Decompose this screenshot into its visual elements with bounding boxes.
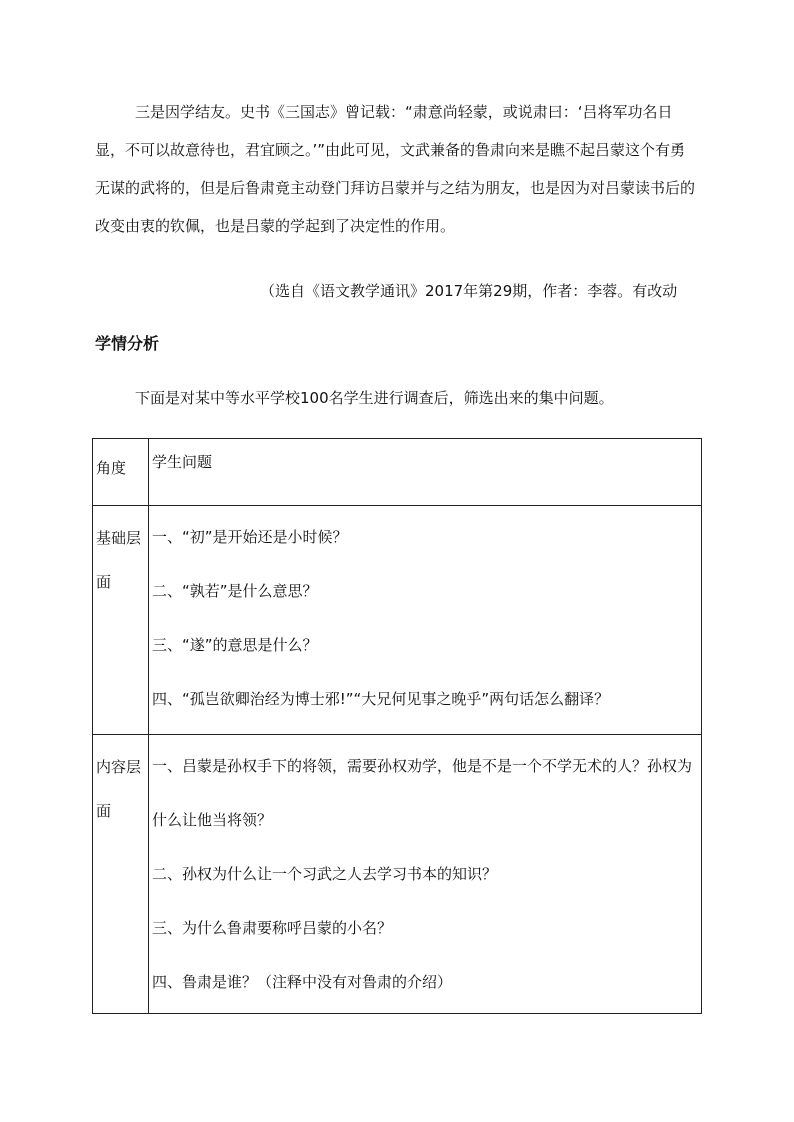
question-item: 一、吕蒙是孙权手下的将领，需要孙权劝学，他是不是一个不学无术的人？孙权为什么让他当将领？	[152, 757, 693, 829]
header-questions: 学生问题	[149, 439, 702, 506]
question-item: 四、“孤岂欲卿治经为博士邪!”“大兄何见事之晚乎”两句话怎么翻译？	[152, 690, 610, 708]
table-header-row	[93, 439, 702, 506]
row-questions	[149, 506, 702, 735]
question-item: 三、为什么鲁肃要称呼吕蒙的小名？	[152, 919, 393, 937]
question-item: 二、孙权为什么让一个习武之人去学习书本的知识？	[152, 865, 498, 883]
row-questions	[149, 735, 702, 1014]
section-intro: 下面是对某中等水平学校100名学生进行调查后，筛选出来的集中问题。	[135, 389, 614, 407]
question-item: 一、“初”是开始还是小时候？	[152, 528, 348, 546]
passage-source: （选自《语文教学通讯》2017年第29期，作者：李蓉。有改动	[260, 282, 678, 300]
student-questions-table	[92, 438, 702, 1014]
table-row	[93, 506, 702, 735]
table-row	[93, 735, 702, 1014]
row-angle: 基础层面	[93, 506, 149, 735]
question-item: 二、“孰若”是什么意思？	[152, 582, 318, 600]
row-angle: 内容层面	[93, 735, 149, 1014]
header-angle: 角度	[93, 439, 149, 506]
question-item: 四、鲁肃是谁？（注释中没有对鲁肃的介绍）	[152, 973, 453, 991]
passage-paragraph: 三是因学结友。史书《三国志》曾记载：“肃意尚轻蒙，或说肃曰：‘吕将军功名日显，不可以故意待也，君宜顾之。’”由此可见，文武兼备的鲁肃向来是瞧不起吕蒙这个有勇无谋的武将的，但是后鲁肃竟主动登门拜访吕蒙并与之结为朋友，也是因为对吕蒙读书后的改变由衷的钦佩，也是吕蒙的学起到了决定性的作用。	[95, 103, 696, 235]
section-title: 学情分析	[95, 334, 160, 353]
question-item: 三、“遂”的意思是什么？	[152, 636, 318, 654]
